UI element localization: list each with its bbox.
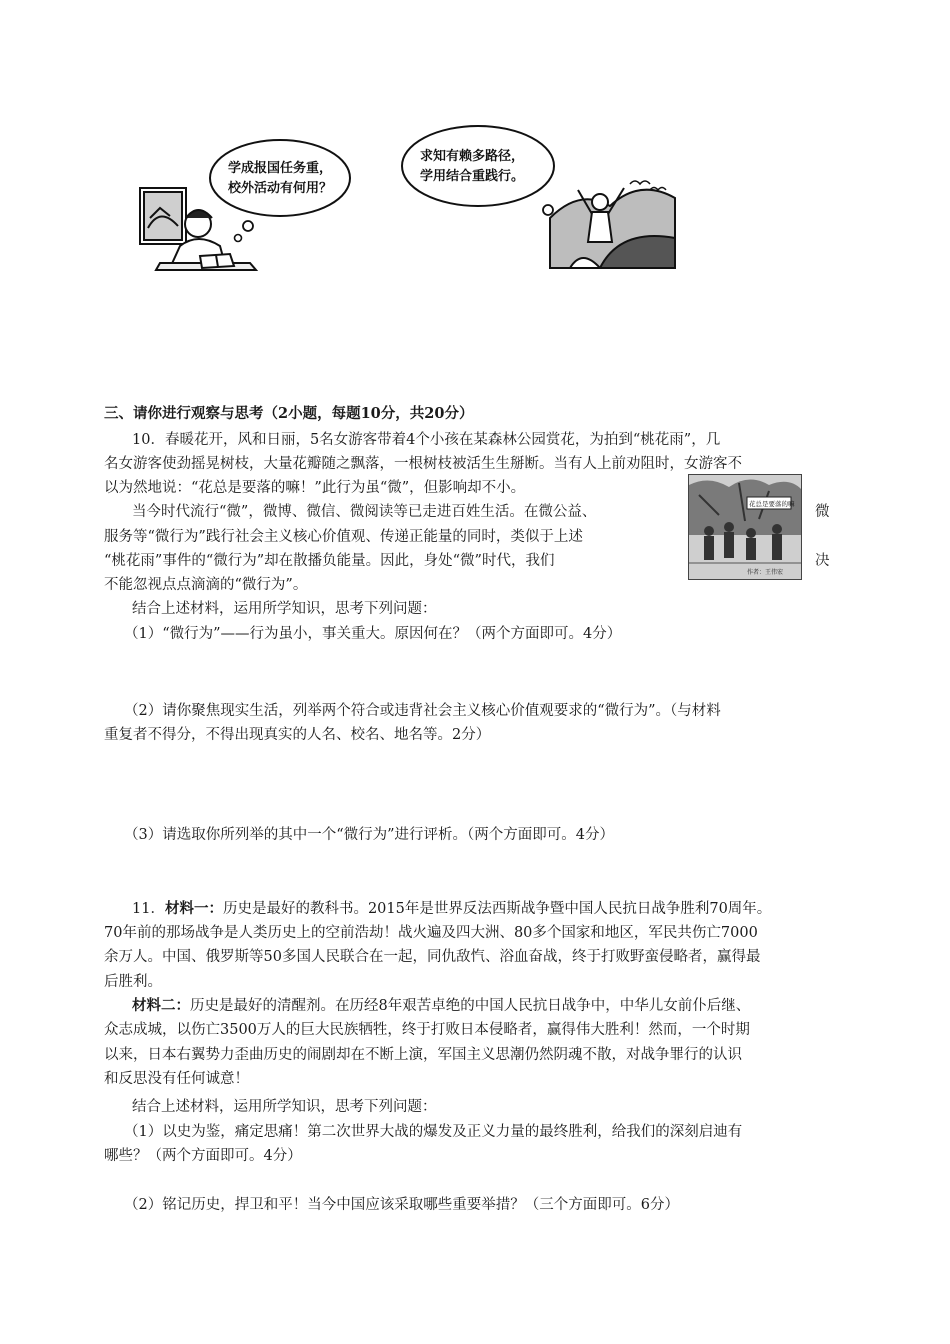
right-speech-bubble [402,126,564,226]
q11-material1-first-line [132,899,771,919]
q11-material2-label: 材料二： [132,997,190,1014]
left-bubble-line-1: 学成报国任务重， [228,161,333,176]
q10-line-2: 名女游客使劲摇晃树枝，大量花瓣随之飘落，一根树枝被活生生掰断。当有人上前劝阻时，女游客不 [104,456,742,472]
q10-sub3: （3）请选取你所列举的其中一个“微行为”进行评析。（两个方面即可。4分） [124,827,615,843]
photo-caption: 作者：王伟宏 [747,569,784,576]
q11-number: 11． [132,901,165,917]
right-bubble-line-1: 求知有赖多路径， [420,149,525,164]
q11-material1-line-4: 后胜利。 [104,974,162,990]
q11-material2-first-line [132,996,750,1016]
left-speech-bubble [210,140,350,242]
photo-sign-text: 花总是要落的嘛 [749,500,795,508]
q10-line-6: “桃花雨”事件的“微行为”却在散播负能量。因此，身处“微”时代，我们 [104,553,555,569]
q11-material1-line-3: 余万人。中国、俄罗斯等50多国人民联合在一起，同仇敌忾、浴血奋战，终于打败野蛮侵略者，赢得最 [104,949,761,965]
q10-side-char-2: 决 [815,553,830,569]
q10-line-4: 当今时代流行“微”，微博、微信、微阅读等已走进百姓生活。在微公益、 [132,504,597,520]
q10-line-5: 服务等“微行为”践行社会主义核心价值观、传递正能量的同时，类似于上述 [104,529,583,545]
q10-line-7: 不能忽视点点滴滴的“微行为”。 [104,577,308,593]
q10-prompt: 结合上述材料，运用所学知识，思考下列问题： [132,601,437,617]
q10-line-1: 10．春暖花开，风和日丽，5名女游客带着4个小孩在某森林公园赏花，为拍到“桃花雨”，几 [132,432,721,448]
outdoor-scene-drawing [550,181,675,268]
q11-material2-line-4: 和反思没有任何诚意！ [104,1071,249,1087]
q11-material1-first-text: 历史是最好的教科书。2015年是世界反法西斯战争暨中国人民抗日战争胜利70周年。 [222,901,772,917]
tourists-photo-drawing [689,475,801,579]
right-bubble-line-2: 学用结合重践行。 [420,169,525,184]
q11-sub2: （2）铭记历史，捍卫和平！当今中国应该采取哪些重要举措？（三个方面即可。6分） [124,1197,679,1213]
q10-sub2-line-2: 重复者不得分，不得出现真实的人名、校名、地名等。2分） [104,727,491,743]
left-bubble-line-2: 校外活动有何用？ [228,181,333,196]
q11-material2-line-2: 众志成城，以伤亡3500万人的巨大民族牺牲，终于打败日本侵略者，赢得伟大胜利！然而，一个时期 [104,1022,750,1038]
q11-material1-label: 材料一： [164,900,223,917]
q11-material2-first-text: 历史是最好的清醒剂。在历经8年艰苦卓绝的中国人民抗日战争中，中华儿女前仆后继、 [190,998,751,1014]
q11-material2-line-3: 以来，日本右翼势力歪曲历史的闹剧却在不断上演，军国主义思潮仍然阴魂不散，对战争罪行的认识 [104,1047,742,1063]
q11-prompt: 结合上述材料，运用所学知识，思考下列问题： [132,1099,437,1115]
tourists-photo [688,474,802,580]
q11-sub1-line-2: 哪些？（两个方面即可。4分） [104,1148,302,1164]
q10-sub1: （1）“微行为”——行为虽小，事关重大。原因何在？（两个方面即可。4分） [124,626,622,642]
q10-sub2-line-1: （2）请你聚焦现实生活，列举两个符合或违背社会主义核心价值观要求的“微行为”。（与材料 [124,703,721,719]
cartoon-illustration [130,118,680,278]
q11-sub1-line-1: （1）以史为鉴，痛定思痛！第二次世界大战的爆发及正义力量的最终胜利，给我们的深刻启迪有 [124,1124,743,1140]
section-heading: 三、请你进行观察与思考（2小题，每题10分，共20分） [104,405,474,422]
q10-side-char-1: 微 [815,504,830,520]
q10-line-3: 以为然地说：“花总是要落的嘛！”此行为虽“微”，但影响却不小。 [104,480,526,496]
q11-material1-line-2: 70年前的那场战争是人类历史上的空前浩劫！战火遍及四大洲、80多个国家和地区，军民共伤亡7000 [104,925,758,941]
